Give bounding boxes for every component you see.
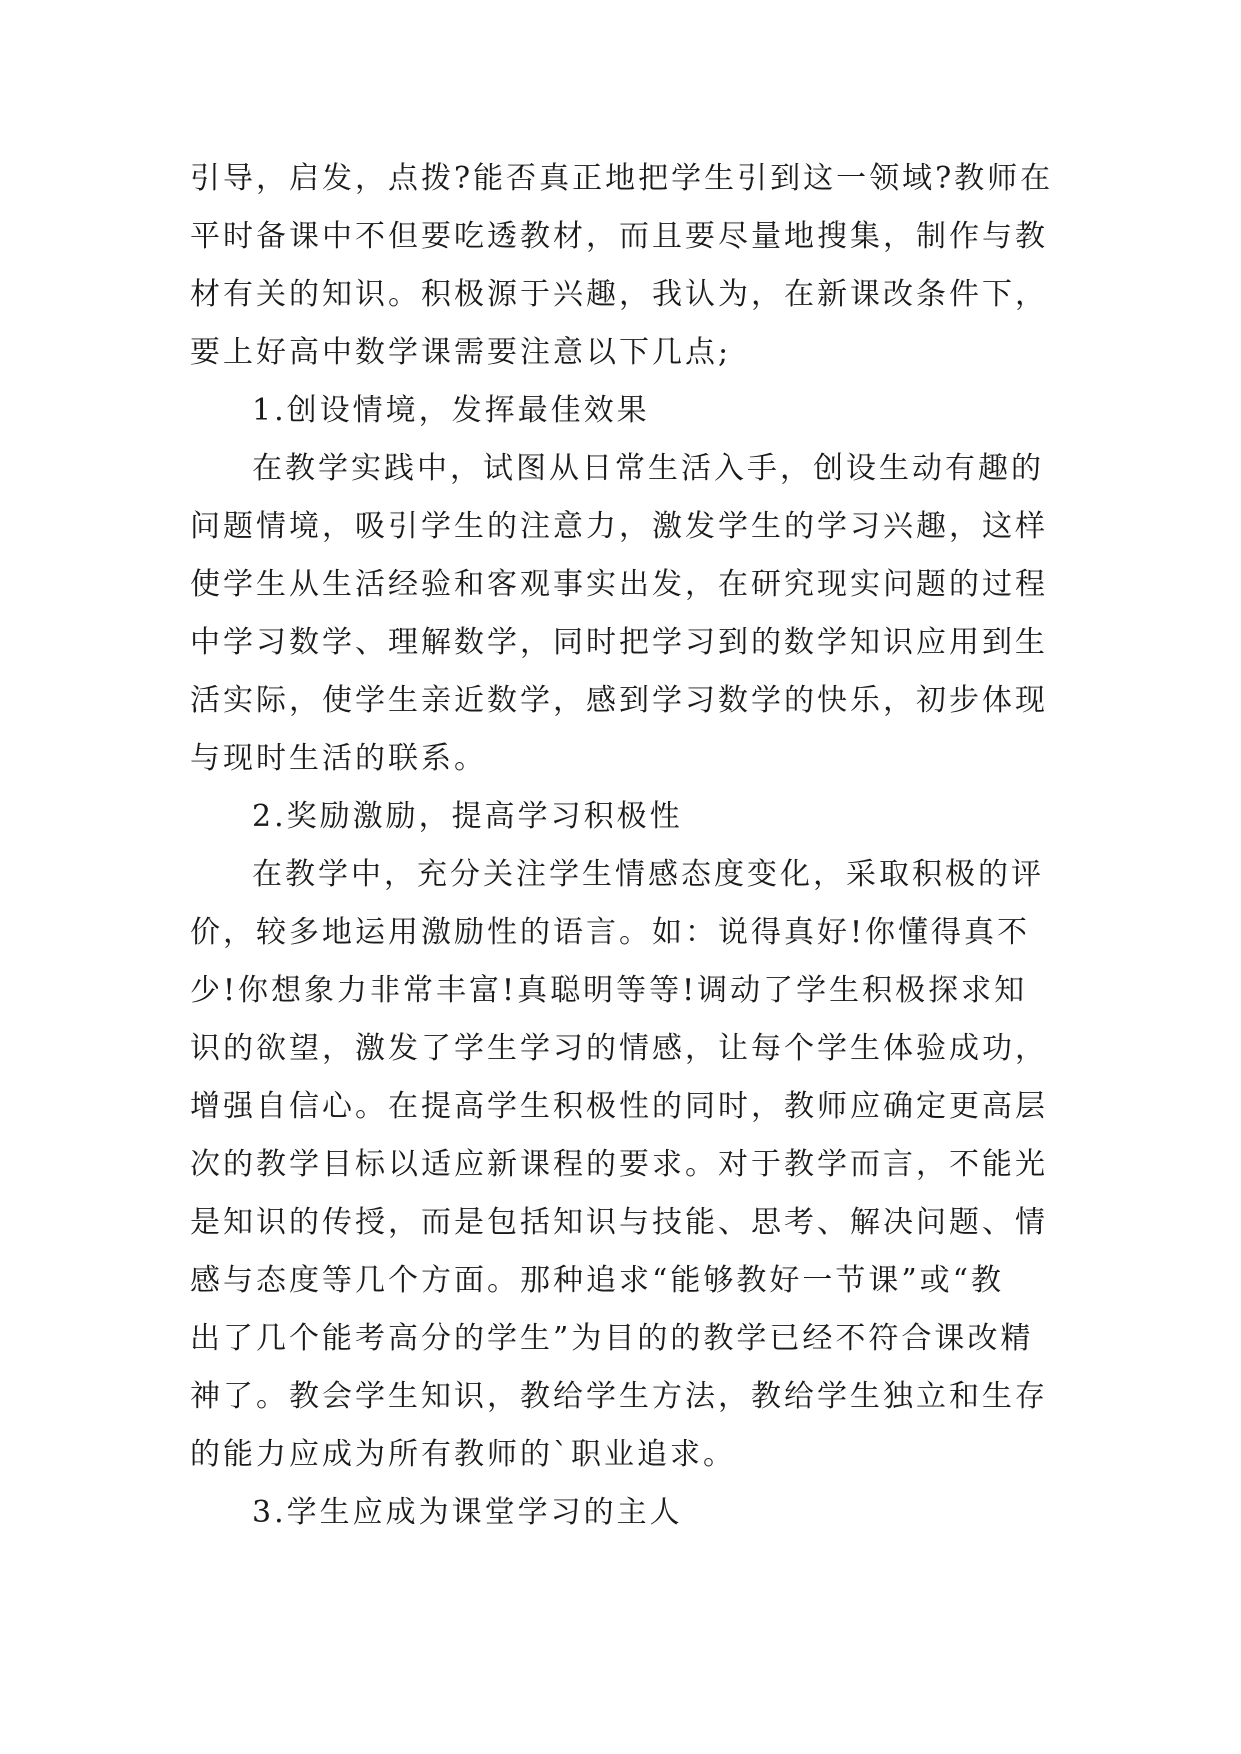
text-line: 的能力应成为所有教师的`职业追求。 — [190, 1437, 736, 1472]
text-line: 中学习数学、理解数学，同时把学习到的数学知识应用到生 — [190, 625, 1048, 660]
section-heading — [190, 788, 1070, 846]
text-line: 出了几个能考高分的学生”为目的的教学已经不符合课改精 — [190, 1321, 1034, 1356]
text-line: 3.学生应成为课堂学习的主人 — [252, 1495, 683, 1530]
text-line: 识的欲望，激发了学生学习的情感，让每个学生体验成功， — [190, 1031, 1048, 1066]
text-line: 材有关的知识。积极源于兴趣，我认为，在新课改条件下， — [190, 277, 1048, 312]
text-line: 要上好高中数学课需要注意以下几点; — [190, 335, 732, 370]
text-line: 增强自信心。在提高学生积极性的同时，教师应确定更高层 — [190, 1089, 1048, 1124]
paragraph — [190, 440, 1070, 788]
text-line: 在教学中，充分关注学生情感态度变化，采取积极的评 — [252, 857, 1044, 892]
text-line: 平时备课中不但要吃透教材，而且要尽量地搜集，制作与教 — [190, 219, 1048, 254]
document-body — [190, 150, 1070, 1542]
text-line: 1.创设情境，发挥最佳效果 — [252, 393, 650, 428]
text-line: 引导，启发，点拨?能否真正地把学生引到这一领域?教师在 — [190, 161, 1054, 196]
text-line: 感与态度等几个方面。那种追求“能够教好一节课”或“教 — [190, 1263, 1005, 1298]
section-heading — [190, 1484, 1070, 1542]
text-line: 神了。教会学生知识，教给学生方法，教给学生独立和生存 — [190, 1379, 1048, 1414]
text-line: 次的教学目标以适应新课程的要求。对于教学而言，不能光 — [190, 1147, 1048, 1182]
text-line: 活实际，使学生亲近数学，感到学习数学的快乐，初步体现 — [190, 683, 1048, 718]
text-line: 在教学实践中，试图从日常生活入手，创设生动有趣的 — [252, 451, 1044, 486]
text-line: 价，较多地运用激励性的语言。如：说得真好!你懂得真不 — [190, 915, 1031, 950]
text-line: 少!你想象力非常丰富!真聪明等等!调动了学生积极探求知 — [190, 973, 1028, 1008]
text-line: 是知识的传授，而是包括知识与技能、思考、解决问题、情 — [190, 1205, 1048, 1240]
text-line: 与现时生活的联系。 — [190, 741, 487, 776]
text-line: 问题情境，吸引学生的注意力，激发学生的学习兴趣，这样 — [190, 509, 1048, 544]
text-line: 使学生从生活经验和客观事实出发，在研究现实问题的过程 — [190, 567, 1048, 602]
paragraph — [190, 150, 1070, 382]
paragraph — [190, 846, 1070, 1484]
section-heading — [190, 382, 1070, 440]
text-line: 2.奖励激励，提高学习积极性 — [252, 799, 683, 834]
